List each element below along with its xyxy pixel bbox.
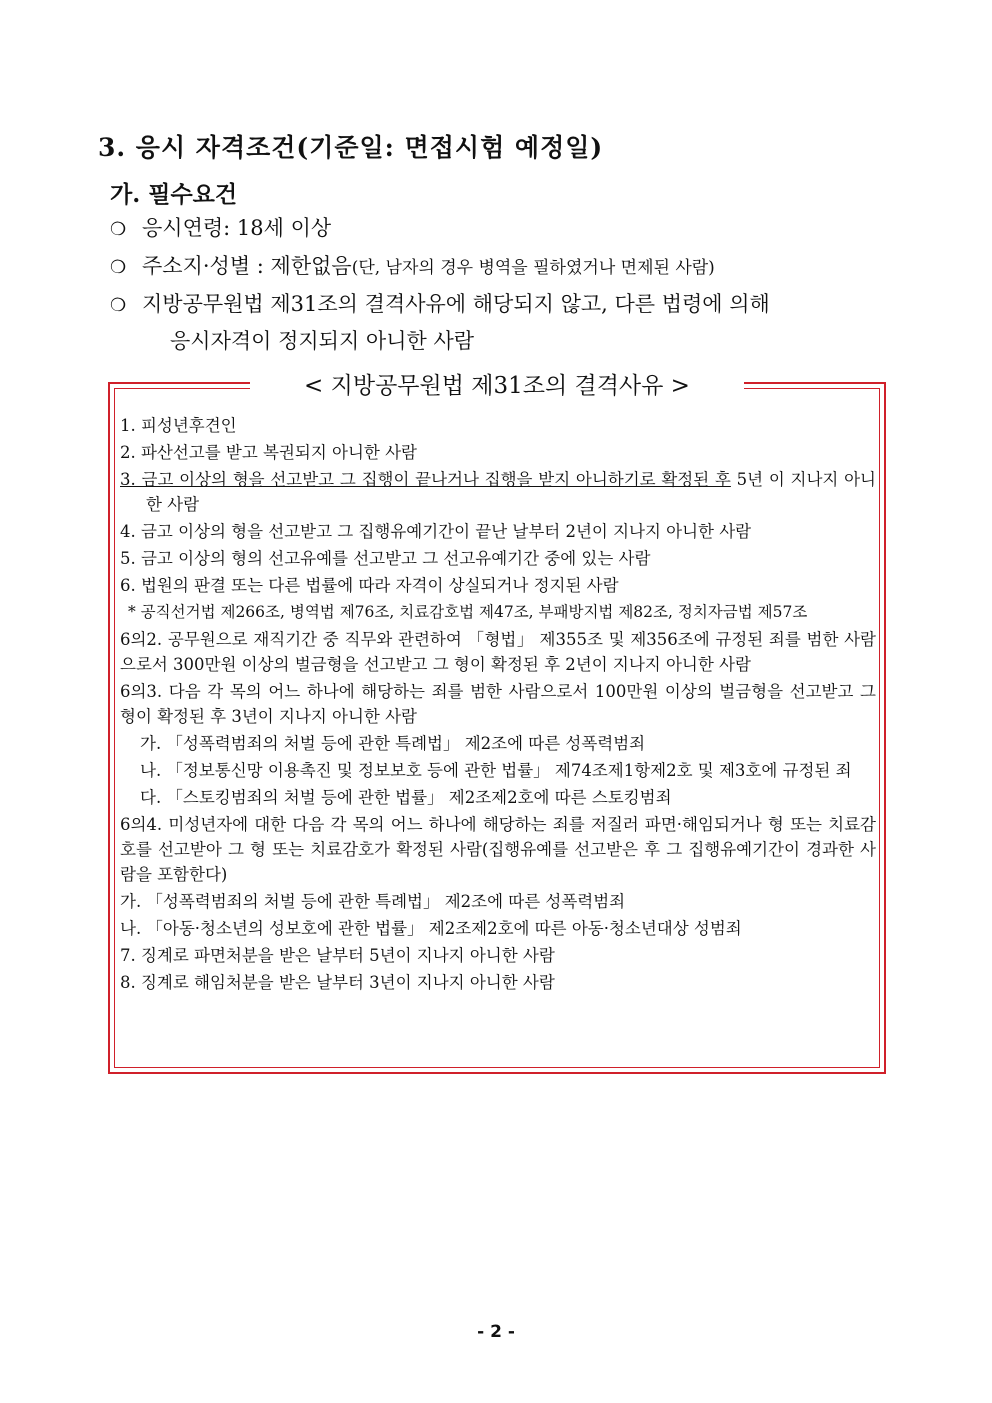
box-line: 6의4. 미성년자에 대한 다음 각 목의 어느 하나에 해당하는 죄를 저질러 파면·해임되거나 형 또는 치료감호를 선고받아 그 형 또는 치료감호가 확정된 사람(집행유예를 선고받은 후 그 집행유예기간이 경과한 사람을 포함한다) bbox=[120, 815, 876, 884]
box-line: 7. 징계로 파면처분을 받은 날부터 5년이 지나지 아니한 사람 bbox=[120, 946, 555, 965]
underlined-text: 3. 금고 이상의 형을 선고받고 그 집행이 끝나거나 집행을 받지 아니하기로 확정된 후 bbox=[120, 470, 731, 489]
page-number: - 2 - bbox=[477, 1322, 515, 1342]
subsection-title: 가. 필수요건 bbox=[110, 181, 238, 208]
requirement-item bbox=[110, 290, 770, 320]
requirement-text: 지방공무원법 제31조의 결격사유에 해당되지 않고, 다른 법령에 의해 bbox=[142, 292, 770, 316]
box-line: 8. 징계로 해임처분을 받은 날부터 3년이 지나지 아니한 사람 bbox=[120, 973, 555, 992]
requirement-note: (단, 남자의 경우 병역을 필하였거나 면제된 사람) bbox=[351, 258, 715, 278]
box-line: 4. 금고 이상의 형을 선고받고 그 집행유예기간이 끝난 날부터 2년이 지나지 아니한 사람 bbox=[120, 522, 752, 541]
box-subline: 가. 「성폭력범죄의 처벌 등에 관한 특례법」 제2조에 따른 성폭력범죄 bbox=[140, 734, 646, 753]
box-line: 2. 파산선고를 받고 복권되지 아니한 사람 bbox=[120, 443, 417, 462]
circle-bullet-icon: ❍ bbox=[110, 219, 127, 240]
requirement-continuation: 응시자격이 정지되지 아니한 사람 bbox=[170, 329, 475, 353]
requirement-item bbox=[110, 214, 331, 244]
box-line bbox=[120, 467, 876, 517]
circle-bullet-icon: ❍ bbox=[110, 257, 127, 278]
box-line: 1. 피성년후견인 bbox=[120, 416, 237, 435]
box-line: 나. 「아동·청소년의 성보호에 관한 법률」 제2조제2호에 따른 아동·청소년대상 성범죄 bbox=[120, 919, 742, 938]
box-title: < 지방공무원법 제31조의 결격사유 > bbox=[250, 368, 744, 404]
box-line-note: * 공직선거법 제266조, 병역법 제76조, 치료감호법 제47조, 부패방지법 제82조, 정치자금법 제57조 bbox=[128, 603, 808, 621]
box-subline: 나. 「정보통신망 이용촉진 및 정보보호 등에 관한 법률」 제74조제1항제2호 및 제3호에 규정된 죄 bbox=[140, 761, 852, 780]
box-content bbox=[120, 413, 876, 997]
section-title: 3. 응시 자격조건(기준일: 면접시험 예정일) bbox=[98, 133, 604, 162]
requirement-item bbox=[110, 252, 715, 282]
box-line-tail: 5년 이 지나지 아니한 사람 bbox=[146, 470, 876, 514]
requirement-text: 응시연령: 18세 이상 bbox=[142, 216, 332, 240]
box-line: 6의3. 다음 각 목의 어느 하나에 해당하는 죄를 범한 사람으로서 100만원 이상의 벌금형을 선고받고 그 형이 확정된 후 3년이 지나지 아니한 사람 bbox=[120, 682, 876, 726]
box-line: 가. 「성폭력범죄의 처벌 등에 관한 특례법」 제2조에 따른 성폭력범죄 bbox=[120, 892, 626, 911]
box-line: 5. 금고 이상의 형의 선고유예를 선고받고 그 선고유예기간 중에 있는 사람 bbox=[120, 549, 651, 568]
box-line: 6. 법원의 판결 또는 다른 법률에 따라 자격이 상실되거나 정지된 사람 bbox=[120, 576, 619, 595]
box-subline: 다. 「스토킹범죄의 처벌 등에 관한 법률」 제2조제2호에 따른 스토킹범죄 bbox=[140, 788, 672, 807]
requirement-text: 주소지·성별 : 제한없음 bbox=[142, 254, 352, 278]
circle-bullet-icon: ❍ bbox=[110, 295, 127, 316]
box-line: 6의2. 공무원으로 재직기간 중 직무와 관련하여 「형법」 제355조 및 제356조에 규정된 죄를 범한 사람으로서 300만원 이상의 벌금형을 선고받고 그 형이 확정된 후 2년이 지나지 아니한 사람 bbox=[120, 630, 876, 674]
